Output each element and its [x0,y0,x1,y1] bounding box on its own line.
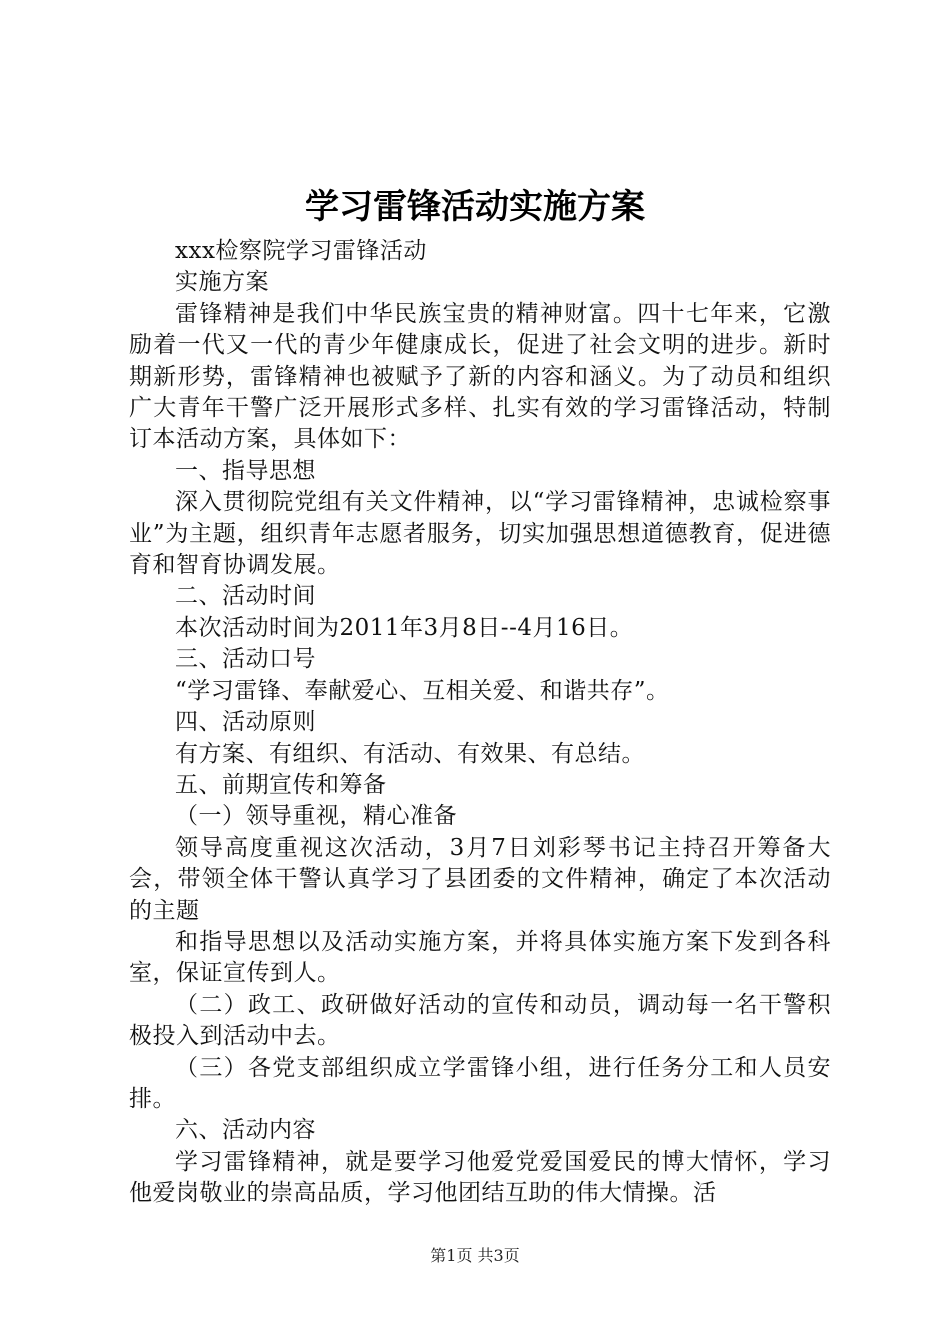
paragraph: 领导高度重视这次活动，3月7日刘彩琴书记主持召开筹备大会，带领全体干警认真学习了县团委的文件精神，确定了本次活动的主题 [129,834,831,924]
paragraph: 本次活动时间为2011年3月8日--4月16日。 [175,614,634,641]
page-number: 第1页 共3页 [430,1246,520,1265]
paragraph: 学习雷锋精神，就是要学习他爱党爱国爱民的博大情怀，学习他爱岗敬业的崇高品质，学习他团结互助的伟大情操。活 [129,1148,831,1207]
section-heading: 五、前期宣传和筹备 [175,771,387,798]
section-heading: 二、活动时间 [175,583,316,610]
section-heading: 四、活动原则 [175,709,316,736]
paragraph: 和指导思想以及活动实施方案，并将具体实施方案下发到各科室，保证宣传到人。 [129,928,831,987]
section-heading: 一、指导思想 [175,457,316,484]
subsection-heading: （一）领导重视，精心准备 [175,803,457,830]
paragraph: xxx检察院学习雷锋活动 [175,238,427,264]
paragraph: “学习雷锋、奉献爱心、互相关爱、和谐共存”。 [175,677,670,704]
section-heading: 三、活动口号 [175,646,316,673]
paragraph: 有方案、有组织、有活动、有效果、有总结。 [175,740,645,767]
page-title: 学习雷锋活动实施方案 [305,187,645,227]
paragraph: （二）政工、政研做好活动的宣传和动员，调动每一名干警积极投入到活动中去。 [129,991,831,1050]
paragraph: 实施方案 [175,269,269,296]
paragraph: 深入贯彻院党组有关文件精神，以“学习雷锋精神，忠诚检察事业”为主题，组织青年志愿者服务，切实加强思想道德教育，促进德育和智育协调发展。 [129,489,831,579]
section-heading: 六、活动内容 [175,1117,316,1144]
paragraph: （三）各党支部组织成立学雷锋小组，进行任务分工和人员安排。 [129,1054,831,1112]
document-body [129,236,831,1210]
paragraph: 雷锋精神是我们中华民族宝贵的精神财富。四十七年来，它激励着一代又一代的青少年健康成长，促进了社会文明的进步。新时期新形势，雷锋精神也被赋予了新的内容和涵义。为了动员和组织广大青年干警广泛开展形式多样、扎实有效的学习雷锋活动，特制订本活动方案，具体如下： [129,300,831,453]
